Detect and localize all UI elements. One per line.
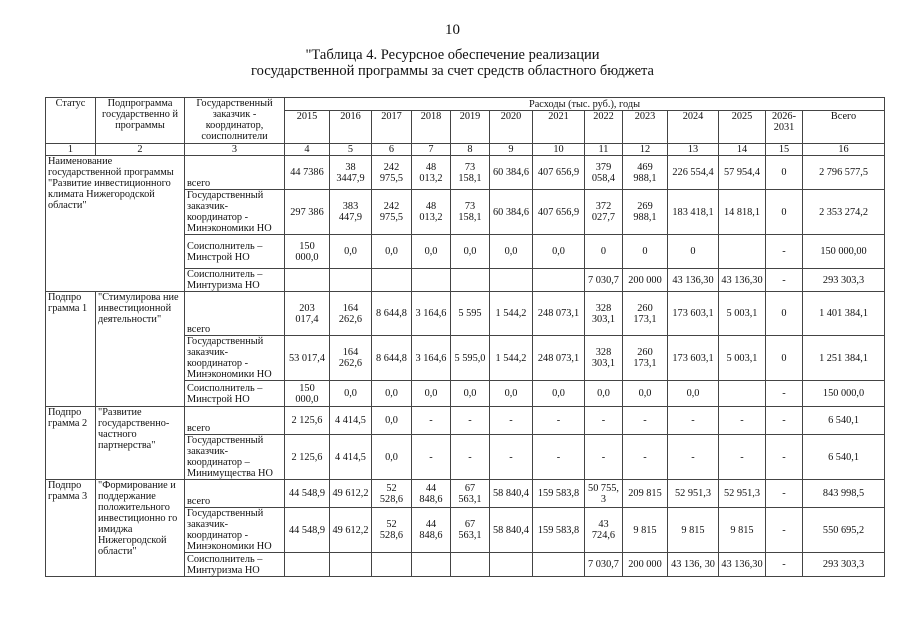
subprogram-name: "Формирование и поддержание положительного инвестиционно го имиджа Нижегородской области"	[96, 480, 185, 577]
row-label: Соисполнитель – Минтуризма НО	[185, 269, 285, 292]
column-number: 16	[803, 144, 885, 156]
value-cell: 9 815	[668, 508, 719, 553]
value-cell: 407 656,9	[533, 190, 585, 235]
row-label: Государственный заказчик-координатор - Минэкономики НО	[185, 190, 285, 235]
value-cell: 60 384,6	[490, 190, 533, 235]
value-cell: 43 724,6	[585, 508, 623, 553]
value-cell: -	[766, 269, 803, 292]
value-cell: 7 030,7	[585, 553, 623, 577]
value-cell: 372 027,7	[585, 190, 623, 235]
value-cell	[412, 269, 451, 292]
value-cell: 38 3447,9	[330, 156, 372, 190]
value-cell: 3 164,6	[412, 336, 451, 381]
table-row	[46, 292, 885, 336]
value-cell: 183 418,1	[668, 190, 719, 235]
column-number: 2	[96, 144, 185, 156]
value-cell: -	[766, 235, 803, 269]
column-number: 5	[330, 144, 372, 156]
value-cell: 4 414,5	[330, 435, 372, 480]
value-cell: 0,0	[451, 235, 490, 269]
value-cell: 52 528,6	[372, 508, 412, 553]
value-cell: 0	[766, 156, 803, 190]
row-label: Государственный заказчик-координатор - Минэкономики НО	[185, 508, 285, 553]
value-cell: 159 583,8	[533, 480, 585, 508]
value-cell: 60 384,6	[490, 156, 533, 190]
value-cell: 43 136,30	[719, 269, 766, 292]
value-cell: 0	[585, 235, 623, 269]
header-customer: Государственный заказчик - координатор, соисполнители	[185, 98, 285, 144]
column-number: 7	[412, 144, 451, 156]
value-cell: 0,0	[412, 381, 451, 407]
status-cell: Подпро грамма 2	[46, 407, 96, 480]
value-cell: 1 251 384,1	[803, 336, 885, 381]
value-cell: 0	[668, 235, 719, 269]
header-status: Статус	[46, 98, 96, 144]
value-cell	[451, 553, 490, 577]
value-cell: 73 158,1	[451, 190, 490, 235]
value-cell: 3 164,6	[412, 292, 451, 336]
value-cell	[533, 553, 585, 577]
value-cell: 248 073,1	[533, 292, 585, 336]
subprogram-name: "Развитие государственно-частного партнерства"	[96, 407, 185, 480]
value-cell	[490, 553, 533, 577]
program-name: Наименование государственной программы "Развитие инвестиционного климата Нижегородской области"	[46, 156, 185, 292]
value-cell: 248 073,1	[533, 336, 585, 381]
value-cell: 150 000,0	[285, 381, 330, 407]
value-cell: 407 656,9	[533, 156, 585, 190]
value-cell: 0	[766, 292, 803, 336]
value-cell: 164 262,6	[330, 336, 372, 381]
value-cell: 379 058,4	[585, 156, 623, 190]
column-number: 3	[185, 144, 285, 156]
value-cell: -	[585, 435, 623, 480]
year-header: 2019	[451, 111, 490, 144]
value-cell: 209 815	[623, 480, 668, 508]
column-number: 14	[719, 144, 766, 156]
value-cell: 49 612,2	[330, 480, 372, 508]
value-cell: 5 595,0	[451, 336, 490, 381]
value-cell: 5 003,1	[719, 336, 766, 381]
year-header: 2015	[285, 111, 330, 144]
value-cell: -	[451, 435, 490, 480]
column-number: 13	[668, 144, 719, 156]
table-row	[46, 156, 885, 190]
value-cell: 173 603,1	[668, 292, 719, 336]
value-cell	[372, 269, 412, 292]
value-cell: 67 563,1	[451, 508, 490, 553]
value-cell: -	[533, 407, 585, 435]
value-cell: 260 173,1	[623, 336, 668, 381]
value-cell	[330, 553, 372, 577]
row-label: всего	[185, 407, 285, 435]
value-cell: -	[412, 435, 451, 480]
title-line-1: "Таблица 4. Ресурсное обеспечение реализации	[305, 47, 600, 63]
value-cell: 1 544,2	[490, 292, 533, 336]
value-cell: 0,0	[412, 235, 451, 269]
subprogram-name: "Стимулирова ние инвестиционной деятельности"	[96, 292, 185, 407]
year-header: 2022	[585, 111, 623, 144]
year-header: 2021	[533, 111, 585, 144]
column-number: 11	[585, 144, 623, 156]
table-row	[46, 407, 885, 435]
value-cell: 2 125,6	[285, 435, 330, 480]
row-label: Соисполнитель – Минтуризма НО	[185, 553, 285, 577]
value-cell: 328 303,1	[585, 336, 623, 381]
year-header: 2018	[412, 111, 451, 144]
value-cell	[451, 269, 490, 292]
value-cell: 0,0	[372, 235, 412, 269]
year-header: 2020	[490, 111, 533, 144]
value-cell: 52 951,3	[668, 480, 719, 508]
value-cell: 9 815	[623, 508, 668, 553]
value-cell: 57 954,4	[719, 156, 766, 190]
value-cell: 0,0	[330, 235, 372, 269]
value-cell: 9 815	[719, 508, 766, 553]
value-cell: 0,0	[490, 235, 533, 269]
value-cell: 242 975,5	[372, 190, 412, 235]
value-cell	[412, 553, 451, 577]
row-label: Соисполнитель – Минстрой НО	[185, 381, 285, 407]
row-label: всего	[185, 292, 285, 336]
value-cell: 67 563,1	[451, 480, 490, 508]
value-cell	[330, 269, 372, 292]
value-cell: 150 000,00	[803, 235, 885, 269]
header-expenses: Расходы (тыс. руб.), годы	[285, 98, 885, 111]
value-cell: 44 548,9	[285, 480, 330, 508]
year-header: 2017	[372, 111, 412, 144]
value-cell: 50 755, 3	[585, 480, 623, 508]
column-number: 12	[623, 144, 668, 156]
row-label: всего	[185, 480, 285, 508]
value-cell: 49 612,2	[330, 508, 372, 553]
value-cell: 2 796 577,5	[803, 156, 885, 190]
value-cell: 843 998,5	[803, 480, 885, 508]
value-cell: 173 603,1	[668, 336, 719, 381]
page-number: 10	[445, 22, 460, 38]
value-cell: 73 158,1	[451, 156, 490, 190]
value-cell: 6 540,1	[803, 435, 885, 480]
value-cell: 44 548,9	[285, 508, 330, 553]
value-cell: 469 988,1	[623, 156, 668, 190]
status-cell: Подпро грамма 3	[46, 480, 96, 577]
value-cell	[372, 553, 412, 577]
value-cell: 0	[623, 235, 668, 269]
value-cell: -	[719, 435, 766, 480]
value-cell: 164 262,6	[330, 292, 372, 336]
value-cell: 48 013,2	[412, 190, 451, 235]
row-label: Соисполнитель – Минстрой НО	[185, 235, 285, 269]
value-cell: 0	[766, 336, 803, 381]
value-cell: 203 017,4	[285, 292, 330, 336]
value-cell: 328 303,1	[585, 292, 623, 336]
value-cell: 43 136, 30	[668, 553, 719, 577]
value-cell: 0	[766, 190, 803, 235]
value-cell: 1 401 384,1	[803, 292, 885, 336]
value-cell: 8 644,8	[372, 336, 412, 381]
value-cell: -	[719, 407, 766, 435]
value-cell	[719, 381, 766, 407]
value-cell: -	[766, 407, 803, 435]
value-cell: 200 000	[623, 269, 668, 292]
value-cell: 2 125,6	[285, 407, 330, 435]
value-cell: 550 695,2	[803, 508, 885, 553]
table-body	[46, 98, 885, 577]
year-header: 2016	[330, 111, 372, 144]
value-cell: 7 030,7	[585, 269, 623, 292]
value-cell: -	[585, 407, 623, 435]
value-cell: 58 840,4	[490, 480, 533, 508]
value-cell	[285, 269, 330, 292]
resource-table	[45, 97, 885, 577]
row-label: Государственный заказчик-координатор - Минэкономики НО	[185, 336, 285, 381]
value-cell: 5 003,1	[719, 292, 766, 336]
value-cell: 58 840,4	[490, 508, 533, 553]
value-cell: 200 000	[623, 553, 668, 577]
value-cell: 0,0	[451, 381, 490, 407]
column-number: 10	[533, 144, 585, 156]
value-cell: -	[766, 435, 803, 480]
value-cell: 14 818,1	[719, 190, 766, 235]
value-cell: 43 136,30	[668, 269, 719, 292]
value-cell: 52 528,6	[372, 480, 412, 508]
value-cell: -	[766, 553, 803, 577]
value-cell: 269 988,1	[623, 190, 668, 235]
value-cell: 0,0	[533, 381, 585, 407]
value-cell: 150 000,0	[803, 381, 885, 407]
year-header: 2025	[719, 111, 766, 144]
table-title	[0, 47, 905, 79]
column-number: 15	[766, 144, 803, 156]
title-line-2: государственной программы за счет средств областного бюджета	[251, 63, 654, 79]
value-cell: 297 386	[285, 190, 330, 235]
value-cell: 226 554,4	[668, 156, 719, 190]
value-cell	[490, 269, 533, 292]
year-header: 2026-2031	[766, 111, 803, 144]
value-cell: 150 000,0	[285, 235, 330, 269]
value-cell: 0,0	[372, 407, 412, 435]
value-cell: -	[668, 407, 719, 435]
row-label: Государственный заказчик-координатор – Минимущества НО	[185, 435, 285, 480]
column-number: 6	[372, 144, 412, 156]
value-cell: -	[490, 407, 533, 435]
value-cell: -	[766, 508, 803, 553]
value-cell: 293 303,3	[803, 269, 885, 292]
value-cell: 0,0	[330, 381, 372, 407]
row-label: всего	[185, 156, 285, 190]
value-cell: 5 595	[451, 292, 490, 336]
year-header: Всего	[803, 111, 885, 144]
value-cell: 383 447,9	[330, 190, 372, 235]
column-number: 9	[490, 144, 533, 156]
value-cell: -	[623, 435, 668, 480]
header-subprogram: Подпрограмма государственно й программы	[96, 98, 185, 144]
column-numbers-row	[46, 144, 885, 156]
value-cell: 0,0	[623, 381, 668, 407]
value-cell: 53 017,4	[285, 336, 330, 381]
value-cell: 0,0	[668, 381, 719, 407]
value-cell: -	[623, 407, 668, 435]
value-cell: 4 414,5	[330, 407, 372, 435]
value-cell: 0,0	[585, 381, 623, 407]
value-cell	[285, 553, 330, 577]
value-cell: -	[533, 435, 585, 480]
value-cell: 8 644,8	[372, 292, 412, 336]
value-cell: -	[451, 407, 490, 435]
value-cell: 0,0	[533, 235, 585, 269]
value-cell: 242 975,5	[372, 156, 412, 190]
value-cell: 44 848,6	[412, 508, 451, 553]
status-cell: Подпро грамма 1	[46, 292, 96, 407]
column-number: 1	[46, 144, 96, 156]
value-cell: 0,0	[372, 381, 412, 407]
value-cell: -	[668, 435, 719, 480]
header-row	[46, 98, 885, 111]
year-header: 2023	[623, 111, 668, 144]
value-cell: 44 848,6	[412, 480, 451, 508]
value-cell: -	[490, 435, 533, 480]
value-cell: 159 583,8	[533, 508, 585, 553]
value-cell: 6 540,1	[803, 407, 885, 435]
value-cell: 44 7386	[285, 156, 330, 190]
value-cell: 52 951,3	[719, 480, 766, 508]
value-cell: 1 544,2	[490, 336, 533, 381]
year-header: 2024	[668, 111, 719, 144]
value-cell	[719, 235, 766, 269]
value-cell: 260 173,1	[623, 292, 668, 336]
value-cell: -	[412, 407, 451, 435]
value-cell: -	[766, 381, 803, 407]
value-cell: 2 353 274,2	[803, 190, 885, 235]
value-cell: 0,0	[372, 435, 412, 480]
value-cell: 43 136,30	[719, 553, 766, 577]
column-number: 4	[285, 144, 330, 156]
column-number: 8	[451, 144, 490, 156]
value-cell	[533, 269, 585, 292]
value-cell: 293 303,3	[803, 553, 885, 577]
value-cell: 48 013,2	[412, 156, 451, 190]
value-cell: -	[766, 480, 803, 508]
value-cell: 0,0	[490, 381, 533, 407]
table-row	[46, 480, 885, 508]
